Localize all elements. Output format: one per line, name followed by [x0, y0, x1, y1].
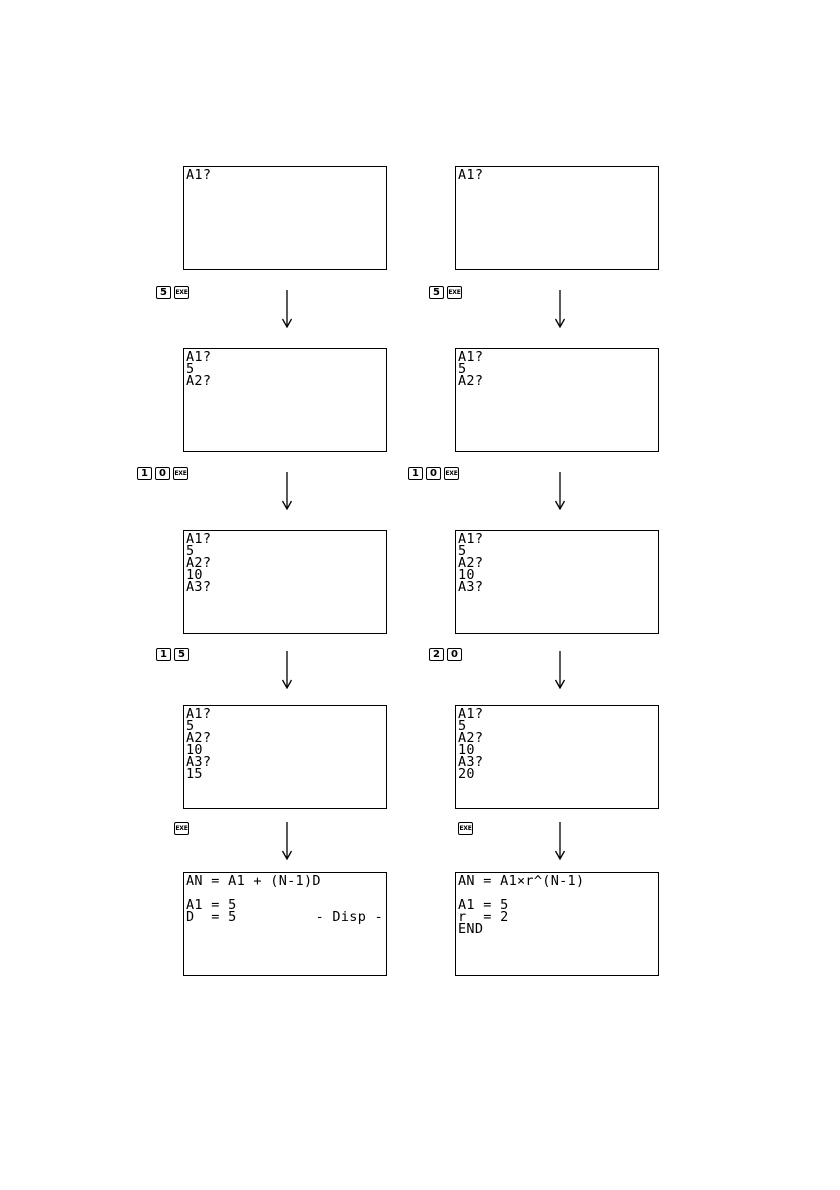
screen-line: 5	[186, 718, 195, 734]
key-1[interactable]: 1	[137, 467, 152, 480]
down-arrow-icon	[554, 651, 566, 689]
key-exe[interactable]: EXE	[174, 822, 189, 835]
key-sequence	[137, 467, 188, 480]
down-arrow-icon	[281, 651, 293, 689]
screen-line: A1?	[458, 531, 484, 547]
disp-indicator: - Disp -	[315, 909, 383, 925]
screen-line: D = 5	[186, 909, 237, 925]
calculator-screen-right-4	[455, 705, 659, 809]
calculator-screen-left-1	[183, 166, 387, 270]
key-1[interactable]: 1	[156, 648, 171, 661]
key-0[interactable]: 0	[426, 467, 441, 480]
screen-line: A1 = 5	[186, 897, 237, 913]
screen-line: A2?	[458, 555, 484, 571]
screen-line: A2?	[186, 555, 212, 571]
calculator-screen-right-5	[455, 872, 659, 976]
screen-line: 5	[458, 718, 467, 734]
screen-line: 20	[458, 766, 475, 782]
screen-line: 10	[458, 742, 475, 758]
screen-line: A2?	[186, 373, 212, 389]
calculator-screen-left-4	[183, 705, 387, 809]
key-1[interactable]: 1	[408, 467, 423, 480]
key-sequence	[429, 648, 462, 661]
key-sequence	[458, 822, 473, 835]
screen-line: 10	[186, 742, 203, 758]
key-sequence	[156, 286, 189, 299]
screen-line: A3?	[186, 754, 212, 770]
key-2[interactable]: 2	[429, 648, 444, 661]
screen-line: 10	[458, 567, 475, 583]
screen-line: A3?	[458, 579, 484, 595]
down-arrow-icon	[281, 822, 293, 860]
calculator-screen-left-2	[183, 348, 387, 452]
screen-line: A1?	[186, 706, 212, 722]
screen-line: END	[458, 921, 484, 937]
key-exe[interactable]: EXE	[174, 286, 189, 299]
screen-line: A1?	[186, 349, 212, 365]
screen-line: A2?	[458, 373, 484, 389]
screen-line: AN = A1 + (N-1)D	[186, 873, 321, 889]
key-0[interactable]: 0	[447, 648, 462, 661]
down-arrow-icon	[554, 472, 566, 510]
screen-line: A2?	[458, 730, 484, 746]
screen-line: A1?	[458, 706, 484, 722]
calculator-screen-right-2	[455, 348, 659, 452]
key-5[interactable]: 5	[174, 648, 189, 661]
key-sequence	[429, 286, 462, 299]
screen-line: AN = A1×r^(N-1)	[458, 873, 585, 889]
key-exe[interactable]: EXE	[444, 467, 459, 480]
down-arrow-icon	[281, 290, 293, 328]
key-sequence	[408, 467, 459, 480]
key-sequence	[156, 648, 189, 661]
key-5[interactable]: 5	[156, 286, 171, 299]
key-exe[interactable]: EXE	[173, 467, 188, 480]
key-sequence	[174, 822, 189, 835]
screen-line: A3?	[186, 579, 212, 595]
screen-line: 15	[186, 766, 203, 782]
screen-line: 5	[186, 543, 195, 559]
calculator-screen-right-3	[455, 530, 659, 634]
calculator-screen-right-1	[455, 166, 659, 270]
key-exe[interactable]: EXE	[447, 286, 462, 299]
calculator-screen-left-5	[183, 872, 387, 976]
screen-line: 10	[186, 567, 203, 583]
key-5[interactable]: 5	[429, 286, 444, 299]
screen-line: 5	[186, 361, 195, 377]
screen-line: A1?	[458, 167, 484, 183]
key-exe[interactable]: EXE	[458, 822, 473, 835]
screen-line: A1?	[458, 349, 484, 365]
key-0[interactable]: 0	[155, 467, 170, 480]
screen-line: A2?	[186, 730, 212, 746]
screen-line: r = 2	[458, 909, 509, 925]
screen-line: A3?	[458, 754, 484, 770]
calculator-screen-left-3	[183, 530, 387, 634]
screen-line: A1 = 5	[458, 897, 509, 913]
down-arrow-icon	[554, 290, 566, 328]
screen-line: A1?	[186, 531, 212, 547]
screen-line: 5	[458, 361, 467, 377]
down-arrow-icon	[554, 822, 566, 860]
screen-line: A1?	[186, 167, 212, 183]
down-arrow-icon	[281, 472, 293, 510]
screen-line: 5	[458, 543, 467, 559]
